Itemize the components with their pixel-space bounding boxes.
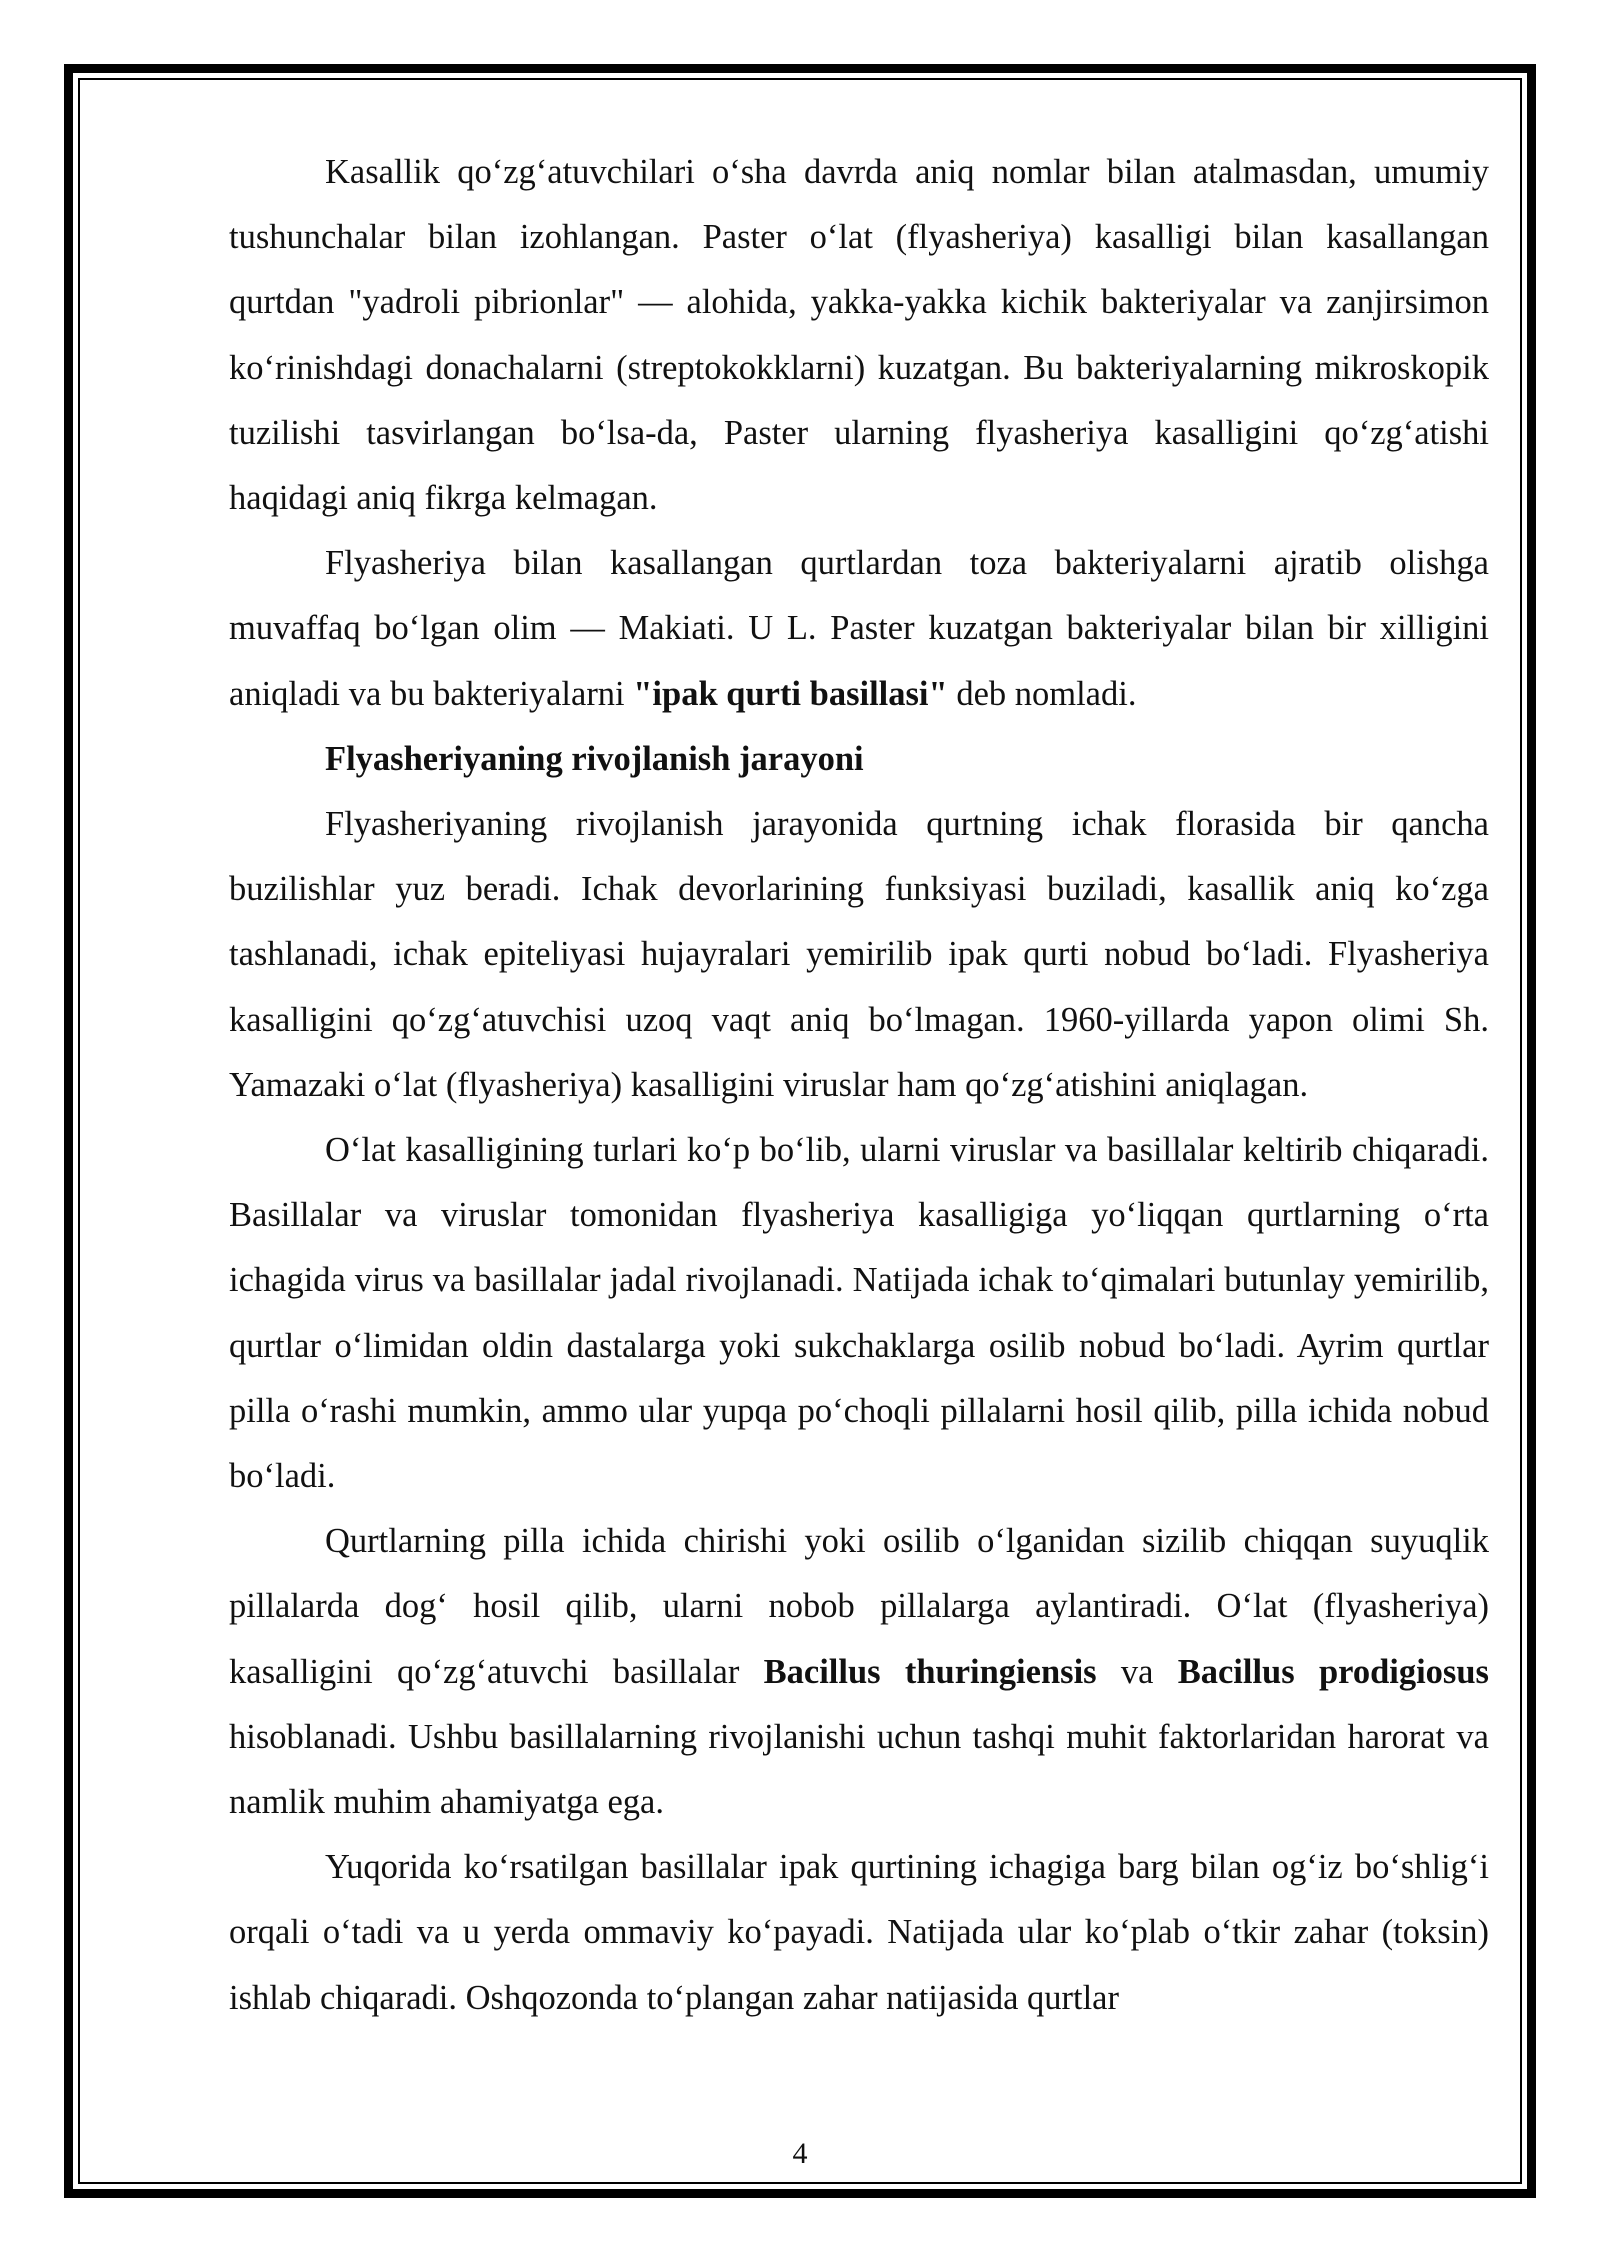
paragraph-makiati-discovery	[229, 531, 1489, 727]
paragraph-bacillus-agents	[229, 1509, 1489, 1835]
bold-term: "ipak qurti basillasi"	[633, 674, 948, 713]
paragraph-text: va	[1096, 1652, 1178, 1691]
paragraph-text: Yuqorida ko‘rsatilgan basillalar ipak qurtining ichagiga barg bilan og‘iz bo‘shlig‘i orqali o‘tadi va u yerda ommaviy ko‘payadi. Natijada ular ko‘plab o‘tkir zahar (toksin) ishlab chiqaradi. Oshqozonda to‘plangan zahar natijasida qurtlar	[229, 1848, 1489, 2017]
page-number: 4	[792, 2137, 808, 2170]
paragraph-text: Flyasheriya bilan kasallangan qurtlardan toza bakteriyalarni ajratib olishga muvaffaq bo‘lgan olim — Makiati. U L. Paster kuzatgan bakteriyalar bilan bir xilligini aniqladi va bu bakteriyalarni	[229, 544, 1489, 713]
section-heading	[229, 727, 1489, 792]
paragraph-text: Kasallik qo‘zg‘atuvchilari o‘sha davrda aniq nomlar bilan atalmasdan, umumiy tushunchalar bilan izohlangan. Paster o‘lat (flyasheriya) kasalligi bilan kasallangan qurtdan "yadroli pibrionlar" — alohida, yakka-yakka kichik bakteriyalar va zanjirsimon ko‘rinishdagi donachalarni (streptokokklarni) kuzatgan. Bu bakteriyalarning mikroskopik tuzilishi tasvirlangan bo‘lsa-da, Paster ularning flyasheriya kasalligini qo‘zg‘atishi haqidagi aniq fikrga kelmagan.	[229, 153, 1489, 518]
paragraph-infection-route	[229, 1835, 1489, 2031]
paragraph-pathogen-history	[229, 140, 1489, 531]
paragraph-text: hisoblanadi. Ushbu basillalarning rivojlanishi uchun tashqi muhit faktorlaridan harorat va namlik muhim ahamiyatga ega.	[229, 1717, 1489, 1822]
bold-species-name: Bacillus prodigiosus	[1177, 1652, 1489, 1691]
page-body	[229, 140, 1489, 2031]
paragraph-text: O‘lat kasalligining turlari ko‘p bo‘lib, ularni viruslar va basillalar keltirib chiqaradi. Basillalar va viruslar tomonidan flyasheriya kasalligiga yo‘liqqan qurtlarning o‘rta ichagida virus va basillalar jadal rivojlanadi. Natijada ichak to‘qimalari butunlay yemirilib, qurtlar o‘limidan oldin dastalarga yoki sukchaklarga osilib nobud bo‘ladi. Ayrim qurtlar pilla o‘rashi mumkin, ammo ular yupqa po‘choqli pillalarni hosil qilib, pilla ichida nobud bo‘ladi.	[229, 1131, 1489, 1496]
paragraph-text: Qurtlarning pilla ichida chirishi yoki osilib o‘lganidan sizilib chiqqan suyuqlik pillalarda dog‘ hosil qilib, ularni nobob pillalarga aylantiradi. O‘lat (flyasheriya) kasalligini qo‘zg‘atuvchi basillalar	[229, 1522, 1489, 1691]
paragraph-text: Flyasheriyaning rivojlanish jarayonida qurtning ichak florasida bir qancha buzilishlar yuz beradi. Ichak devorlarining funksiyasi buziladi, kasallik aniq ko‘zga tashlanadi, ichak epiteliyasi hujayralari yemirilib ipak qurti nobud bo‘ladi. Flyasheriya kasalligini qo‘zg‘atuvchisi uzoq vaqt aniq bo‘lmagan. 1960-yillarda yapon olimi Sh. Yamazaki o‘lat (flyasheriya) kasalligini viruslar ham qo‘zg‘atishini aniqlagan.	[229, 805, 1489, 1104]
paragraph-development-process	[229, 792, 1489, 1118]
section-heading-text: Flyasheriyaning rivojlanish jarayoni	[325, 739, 864, 778]
bold-species-name: Bacillus thuringiensis	[763, 1652, 1097, 1691]
paragraph-text: deb nomladi.	[947, 674, 1137, 713]
paragraph-disease-types	[229, 1118, 1489, 1509]
